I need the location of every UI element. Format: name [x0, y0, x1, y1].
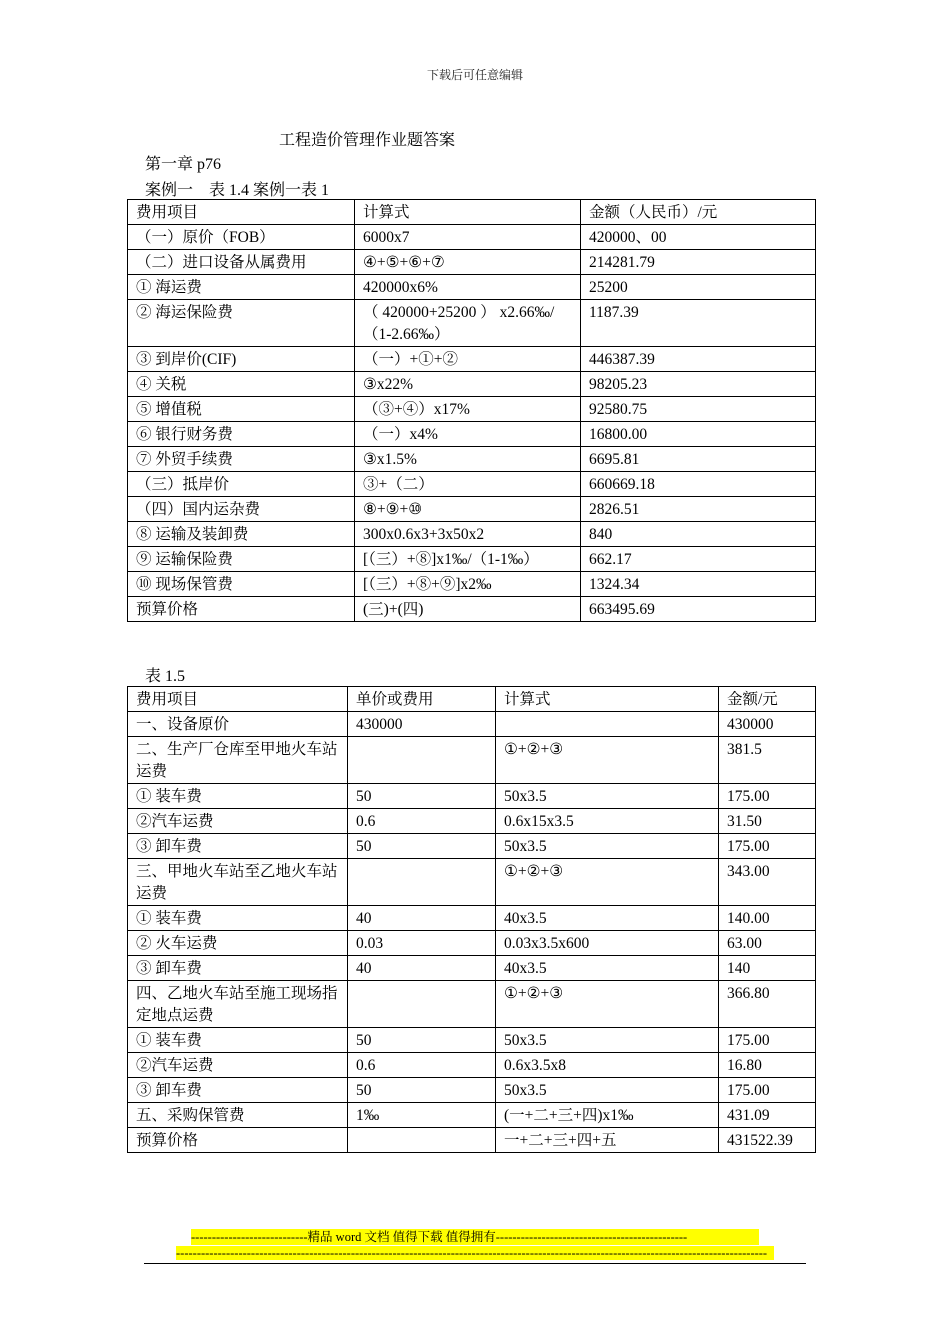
table-cell: 四、乙地火车站至施工现场指定地点运费 — [128, 981, 348, 1028]
footer-dashes: ---------------------------------------------------------------------------------------------------------------------------------------------- — [176, 1246, 774, 1260]
table-cell: 1‰ — [348, 1103, 496, 1128]
table-cell: ② 火车运费 — [128, 931, 348, 956]
table-cell: 300x0.6x3+3x50x2 — [355, 522, 581, 547]
table-cell: 40x3.5 — [496, 906, 719, 931]
table-cell: 140.00 — [719, 906, 816, 931]
table-cell: 214281.79 — [581, 250, 816, 275]
table-row — [128, 981, 816, 1028]
table-cell: 50 — [348, 834, 496, 859]
table2-caption: 表 1.5 — [145, 668, 186, 685]
table-cell: 50 — [348, 1028, 496, 1053]
footer-banner: ----------------------------精品 word 文档 值得下载 值得拥有---------------------------------------------- — [191, 1229, 759, 1245]
table-header-row — [128, 200, 816, 225]
table-cell: 三、甲地火车站至乙地火车站运费 — [128, 859, 348, 906]
table-cell: 2826.51 — [581, 497, 816, 522]
table-row — [128, 472, 816, 497]
header-cell: 单价或费用 — [348, 687, 496, 712]
table-cell: 一、设备原价 — [128, 712, 348, 737]
table-cell: 一+二+三+四+五 — [496, 1128, 719, 1153]
table-row — [128, 784, 816, 809]
table-cell: 40 — [348, 956, 496, 981]
table-row — [128, 572, 816, 597]
table-cell: 二、生产厂仓库至甲地火车站运费 — [128, 737, 348, 784]
table-row — [128, 275, 816, 300]
table-cell: 31.50 — [719, 809, 816, 834]
table-cell: 430000 — [348, 712, 496, 737]
table-cell: ①+②+③ — [496, 859, 719, 906]
table-cell: 50 — [348, 784, 496, 809]
table-header-row — [128, 687, 816, 712]
table-cell: ⑥ 银行财务费 — [128, 422, 355, 447]
table-cell: （三）抵岸价 — [128, 472, 355, 497]
table-cell: 6695.81 — [581, 447, 816, 472]
chapter-heading: 第一章 p76 — [145, 156, 222, 173]
table-cell: [（三）+⑧+⑨]x2‰ — [355, 572, 581, 597]
table-cell: 1187.39 — [581, 300, 816, 347]
table-cell: 50x3.5 — [496, 784, 719, 809]
table-cell: 40x3.5 — [496, 956, 719, 981]
table-cell: 98205.23 — [581, 372, 816, 397]
table-cell: 140 — [719, 956, 816, 981]
table-cell: 预算价格 — [128, 597, 355, 622]
document-title: 工程造价管理作业题答案 — [279, 132, 456, 149]
footer-rule — [144, 1263, 806, 1264]
table-row — [128, 1128, 816, 1153]
table-cell: 175.00 — [719, 784, 816, 809]
table-cell: ④ 关税 — [128, 372, 355, 397]
table-cell: ②汽车运费 — [128, 809, 348, 834]
table-cell: ③ 卸车费 — [128, 834, 348, 859]
table-cell: ⑧+⑨+⑩ — [355, 497, 581, 522]
table-cell: (三)+(四) — [355, 597, 581, 622]
table-cell: 0.03x3.5x600 — [496, 931, 719, 956]
table-cell: ⑩ 现场保管费 — [128, 572, 355, 597]
table-cell: （ 420000+25200 ） x2.66‰/（1-2.66‰） — [355, 300, 581, 347]
table-cell: [（三）+⑧]x1‰/（1-1‰） — [355, 547, 581, 572]
table-cell: ⑦ 外贸手续费 — [128, 447, 355, 472]
table-row — [128, 300, 816, 347]
table-row — [128, 859, 816, 906]
table-cell: 420000、00 — [581, 225, 816, 250]
table-row — [128, 250, 816, 275]
table-cell: （一）+①+② — [355, 347, 581, 372]
table-cell: （一）x4% — [355, 422, 581, 447]
header-cell: 费用项目 — [128, 200, 355, 225]
table-cell: ① 装车费 — [128, 1028, 348, 1053]
table-cell: ③+（二） — [355, 472, 581, 497]
table-cell: ① 装车费 — [128, 784, 348, 809]
table-cell: ③x22% — [355, 372, 581, 397]
table-row — [128, 1103, 816, 1128]
table-cell: ②汽车运费 — [128, 1053, 348, 1078]
table-cell: 431.09 — [719, 1103, 816, 1128]
table-cell: 175.00 — [719, 1078, 816, 1103]
table-cell: 381.5 — [719, 737, 816, 784]
table-cell: ⑨ 运输保险费 — [128, 547, 355, 572]
table-cell: 0.6x15x3.5 — [496, 809, 719, 834]
table-cell: 0.6x3.5x8 — [496, 1053, 719, 1078]
table-row — [128, 931, 816, 956]
header-cell: 金额（人民币）/元 — [581, 200, 816, 225]
table-cell: ⑤ 增值税 — [128, 397, 355, 422]
table-cell: 0.03 — [348, 931, 496, 956]
table-row — [128, 225, 816, 250]
table-row — [128, 597, 816, 622]
table-cell: ⑧ 运输及装卸费 — [128, 522, 355, 547]
table-cell: （一）原价（FOB） — [128, 225, 355, 250]
table-cell — [496, 712, 719, 737]
table-cell: ③x1.5% — [355, 447, 581, 472]
table-cell: 662.17 — [581, 547, 816, 572]
table-cell: 6000x7 — [355, 225, 581, 250]
table-cell: （③+④）x17% — [355, 397, 581, 422]
table-cell: 50 — [348, 1078, 496, 1103]
table-row — [128, 956, 816, 981]
table-cell — [348, 737, 496, 784]
freight-cost-table — [127, 686, 816, 1153]
table-cell: 175.00 — [719, 1028, 816, 1053]
table-cell: 446387.39 — [581, 347, 816, 372]
table-row — [128, 522, 816, 547]
table-cell — [348, 859, 496, 906]
table-cell: ③ 卸车费 — [128, 956, 348, 981]
table-cell: （二）进口设备从属费用 — [128, 250, 355, 275]
table-row — [128, 372, 816, 397]
table-row — [128, 906, 816, 931]
table-row — [128, 397, 816, 422]
table-row — [128, 712, 816, 737]
table-cell: 660669.18 — [581, 472, 816, 497]
table-cell: 50x3.5 — [496, 1028, 719, 1053]
table-cell: 431522.39 — [719, 1128, 816, 1153]
table-row — [128, 422, 816, 447]
table-cell: ① 海运费 — [128, 275, 355, 300]
header-cell: 金额/元 — [719, 687, 816, 712]
header-cell: 费用项目 — [128, 687, 348, 712]
table-cell: 63.00 — [719, 931, 816, 956]
table1-caption: 案例一 表 1.4 案例一表 1 — [145, 182, 330, 199]
table-cell: 25200 — [581, 275, 816, 300]
table-cell: 16.80 — [719, 1053, 816, 1078]
table-cell: 663495.69 — [581, 597, 816, 622]
table-cell: 430000 — [719, 712, 816, 737]
table-cell: 840 — [581, 522, 816, 547]
table-cell: 预算价格 — [128, 1128, 348, 1153]
table-row — [128, 1078, 816, 1103]
table-cell: 50x3.5 — [496, 1078, 719, 1103]
table-cell: 1324.34 — [581, 572, 816, 597]
table-cell: ③ 卸车费 — [128, 1078, 348, 1103]
table-cell: 16800.00 — [581, 422, 816, 447]
table-cell: ④+⑤+⑥+⑦ — [355, 250, 581, 275]
header-cell: 计算式 — [496, 687, 719, 712]
table-row — [128, 447, 816, 472]
table-cell: ① 装车费 — [128, 906, 348, 931]
table-cell: 五、采购保管费 — [128, 1103, 348, 1128]
table-cell: （四）国内运杂费 — [128, 497, 355, 522]
table-row — [128, 1053, 816, 1078]
table-cell: ② 海运保险费 — [128, 300, 355, 347]
table-cell — [348, 981, 496, 1028]
table-row — [128, 1028, 816, 1053]
table-cell: 420000x6% — [355, 275, 581, 300]
table-cell: ③ 到岸价(CIF) — [128, 347, 355, 372]
table-row — [128, 347, 816, 372]
table-cell: 0.6 — [348, 1053, 496, 1078]
table-cell: 50x3.5 — [496, 834, 719, 859]
table-row — [128, 497, 816, 522]
table-row — [128, 809, 816, 834]
table-cell: 0.6 — [348, 809, 496, 834]
header-cell: 计算式 — [355, 200, 581, 225]
table-row — [128, 737, 816, 784]
equipment-price-table — [127, 199, 816, 622]
table-cell — [348, 1128, 496, 1153]
table-row — [128, 547, 816, 572]
table-cell: 343.00 — [719, 859, 816, 906]
page-header: 下载后可任意编辑 — [426, 68, 523, 82]
table-cell: 175.00 — [719, 834, 816, 859]
table-cell: 40 — [348, 906, 496, 931]
table-cell: (一+二+三+四)x1‰ — [496, 1103, 719, 1128]
table-cell: 92580.75 — [581, 397, 816, 422]
table-cell: 366.80 — [719, 981, 816, 1028]
table-cell: ①+②+③ — [496, 737, 719, 784]
table-cell: ①+②+③ — [496, 981, 719, 1028]
table-row — [128, 834, 816, 859]
